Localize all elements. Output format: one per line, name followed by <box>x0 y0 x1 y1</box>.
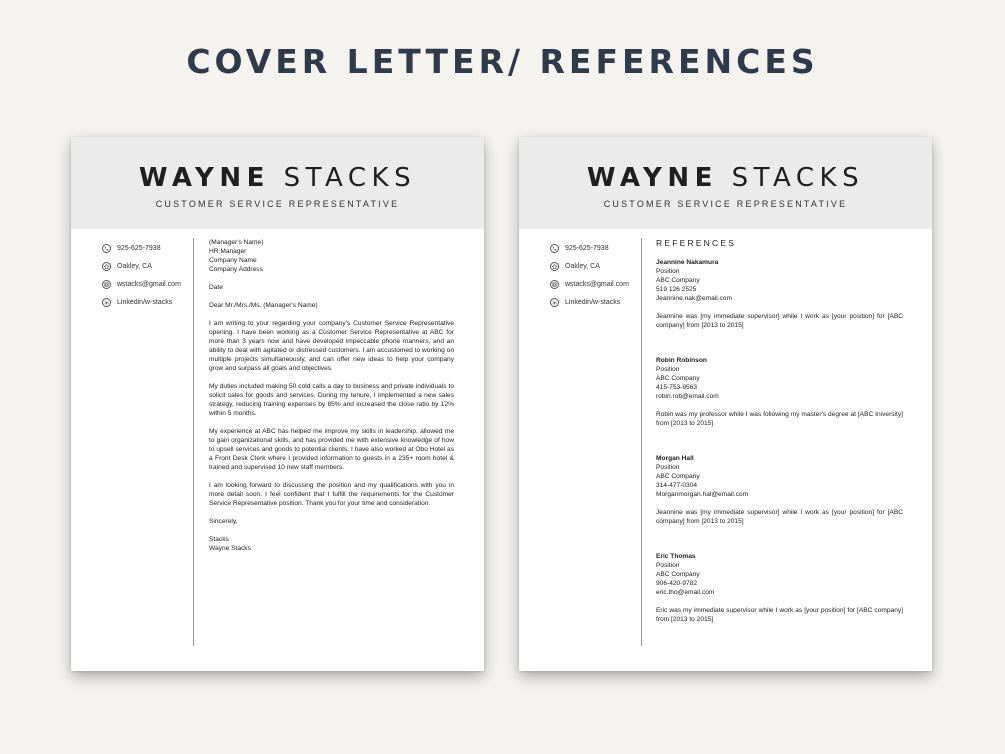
contact-email <box>102 275 181 293</box>
first-name: WAYNE <box>586 163 718 193</box>
reference-company: ABC Company <box>656 277 700 284</box>
linkedin-icon <box>550 298 559 307</box>
contact-list <box>102 239 181 311</box>
person-name <box>519 163 932 193</box>
contact-phone <box>102 239 181 257</box>
at-icon <box>550 280 559 289</box>
letter-paragraph: I am writing to your regarding your company's Customer Service Representative opening. I have been working as a Customer Service Representative at ABC for more than 3 years now and have developed impeccable phone manners, and an ability to deal with agitated or distressed customers. I am accustomed to working on multiple projects simultaneously, and can offer new ideas to help your company grow and surpass all goals and objectives. <box>209 320 454 372</box>
address-line: HR Manager <box>209 248 247 255</box>
job-title: CUSTOMER SERVICE REPRESENTATIVE <box>155 199 400 209</box>
reference-company: ABC Company <box>656 375 700 382</box>
reference-description: Eric was my immediate supervisor while I work as [your position] for [ABC company] from [2013 to 2015] <box>656 607 903 623</box>
contact-list <box>550 239 629 311</box>
reference-name: Eric Thomas <box>656 553 696 560</box>
reference-phone: 314-477-0304 <box>656 482 698 489</box>
contact-text: 925-625-7938 <box>117 244 161 252</box>
references-heading: REFERENCES <box>656 238 737 248</box>
address-line: Company Name <box>209 257 257 264</box>
reference-email: Morganmorgan.hal@email.com <box>656 491 749 498</box>
reference-email: robin.rob@email.com <box>656 393 719 400</box>
job-title: CUSTOMER SERVICE REPRESENTATIVE <box>603 199 848 209</box>
linkedin-icon <box>102 298 111 307</box>
contact-text: Oakley, CA <box>117 262 152 270</box>
reference-entry <box>656 454 903 526</box>
person-name <box>71 163 484 193</box>
contact-location <box>550 257 629 275</box>
at-icon <box>102 280 111 289</box>
reference-name: Robin Robinson <box>656 357 707 364</box>
contact-text: Linkedin/w-stacks <box>565 298 621 306</box>
contact-text: 925-625-7938 <box>565 244 609 252</box>
closing: Sincerely, <box>209 518 238 525</box>
contact-text: wstacks@gmail.com <box>117 280 181 288</box>
resume-header <box>71 137 484 229</box>
address-line: (Manager's Name) <box>209 239 264 246</box>
reference-phone: 415-753-9563 <box>656 384 698 391</box>
reference-description: Jeannine was [my immediate supervisor] while I work as [your position] for [ABC company] from [2013 to 2015] <box>656 509 903 525</box>
salutation: Dear Mr./Mrs./Ms. (Manager's Name) <box>209 302 318 309</box>
reference-position: Position <box>656 268 680 275</box>
reference-description: Robin was my professor while I was following my master's degree at [ABC Iniversity] from [2013 to 2015] <box>656 411 903 427</box>
page-title: COVER LETTER/ REFERENCES <box>186 42 819 81</box>
contact-location <box>102 257 181 275</box>
reference-entry <box>656 356 903 428</box>
resume-header <box>519 137 932 229</box>
signature-line: Wayne Stacks <box>209 545 251 552</box>
reference-company: ABC Company <box>656 473 700 480</box>
letter-body <box>209 238 454 562</box>
reference-position: Position <box>656 562 680 569</box>
contact-linkedin <box>102 293 181 311</box>
reference-name: Jeannine Nakamura <box>656 259 719 266</box>
reference-entry <box>656 552 903 624</box>
references-section <box>656 238 903 624</box>
phone-icon <box>102 244 111 253</box>
last-name: STACKS <box>731 163 865 193</box>
first-name: WAYNE <box>138 163 270 193</box>
references-page <box>519 137 932 671</box>
reference-position: Position <box>656 366 680 373</box>
contact-text: Oakley, CA <box>565 262 600 270</box>
reference-entry <box>656 258 903 330</box>
reference-company: ABC Company <box>656 571 700 578</box>
signature-line: Stacks <box>209 536 229 543</box>
cover-letter-page <box>71 137 484 671</box>
contact-text: Linkedin/w-stacks <box>117 298 173 306</box>
letter-paragraph: I am looking forward to discussing the position and my qualifications with you in more detail soon. I feel confident that I fulfill the requirements for the Customer Service Representative position. Thank you for your time and consideration. <box>209 482 454 507</box>
column-divider <box>641 238 642 646</box>
home-icon <box>550 262 559 271</box>
signature <box>209 535 454 553</box>
contact-linkedin <box>550 293 629 311</box>
reference-phone: 906-420-9782 <box>656 580 698 587</box>
reference-email: Jeannine.nak@email.com <box>656 295 732 302</box>
contact-text: wstacks@gmail.com <box>565 280 629 288</box>
reference-description: Jeannine was [my immediate supervisor] while I work as [your position] for [ABC company] from [2013 to 2015] <box>656 313 903 329</box>
letter-paragraph: My duties included making 50 cold calls a day to business and private individuals to solicit sales for goods and services. During my tenure, I implemented a new sales strategy, reducing training expenses by 85% and increased the close ratio by 12% within 5 months. <box>209 383 454 417</box>
last-name: STACKS <box>283 163 417 193</box>
reference-phone: 519 126 2525 <box>656 286 697 293</box>
contact-phone <box>550 239 629 257</box>
reference-position: Position <box>656 464 680 471</box>
reference-email: eric.tho@email.com <box>656 589 715 596</box>
phone-icon <box>550 244 559 253</box>
letter-paragraph: My experience at ABC has helped me improve my skills in leadership, allowed me to gain organizational skills, and has provided me with extensive knowledge of how to upsell services and goods to potential clients. I have also worked at Obo Hotel as a Front Desk Clerk where I provided information to guests in a 235+ room hotel & trained and supervised 10 new staff members. <box>209 428 454 471</box>
home-icon <box>102 262 111 271</box>
column-divider <box>193 238 194 646</box>
address-line: Company Address <box>209 266 263 273</box>
reference-name: Morgan Hall <box>656 455 694 462</box>
letter-date: Date <box>209 284 223 291</box>
contact-email <box>550 275 629 293</box>
recipient-address <box>209 238 454 274</box>
